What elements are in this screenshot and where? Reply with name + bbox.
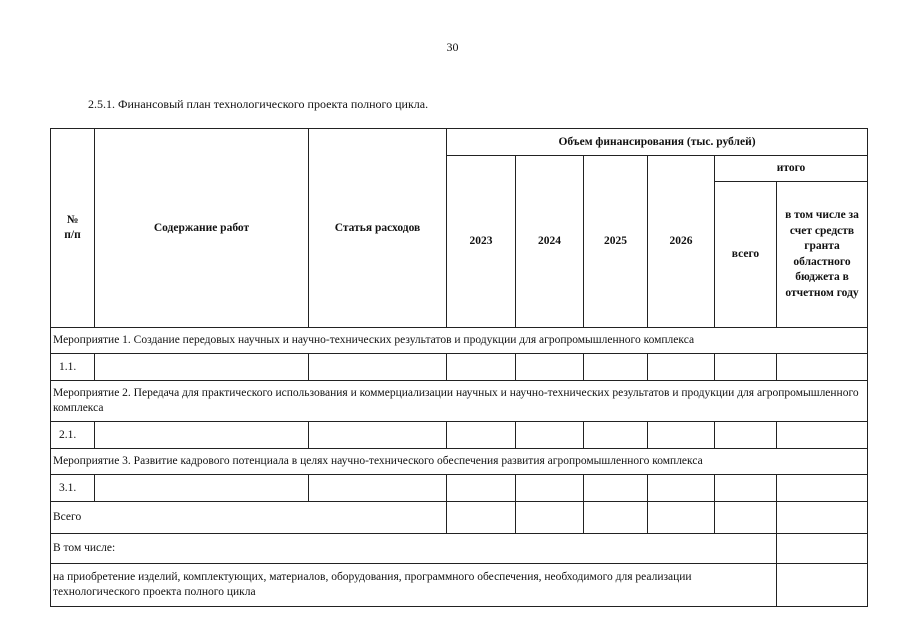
section-heading: 2.5.1. Финансовый план технологического проекта полного цикла. <box>88 97 429 111</box>
cell-total[interactable] <box>715 422 777 449</box>
cell-grant[interactable] <box>777 475 868 502</box>
event-title-1: Мероприятие 1. Создание передовых научных и научно-технических результатов и продукции для агропромышленного комплекса <box>51 328 868 354</box>
total-all[interactable] <box>715 502 777 534</box>
total-label: Всего <box>51 502 447 534</box>
cell-expense[interactable] <box>309 422 447 449</box>
header-year-2025: 2025 <box>584 156 648 328</box>
cell-expense[interactable] <box>309 354 447 381</box>
cell-2023[interactable] <box>447 422 516 449</box>
total-2024[interactable] <box>516 502 584 534</box>
cell-content[interactable] <box>95 422 309 449</box>
cell-2025[interactable] <box>584 475 648 502</box>
cell-grant[interactable] <box>777 422 868 449</box>
cell-grant[interactable] <box>777 354 868 381</box>
cell-2026[interactable] <box>648 422 715 449</box>
item-number-2-1: 2.1. <box>51 422 95 449</box>
cell-2026[interactable] <box>648 475 715 502</box>
table-row <box>51 422 868 449</box>
financial-plan-table <box>50 128 868 607</box>
header-expense: Статья расходов <box>309 129 447 328</box>
header-total-grant: в том числе за счет средств гранта областного бюджета в отчетном году <box>777 182 868 328</box>
cell-2023[interactable] <box>447 354 516 381</box>
acquisition-label: на приобретение изделий, комплектующих, материалов, оборудования, программного обеспечения, необходимого для реализации технологического проекта полного цикла <box>51 564 777 607</box>
event-row-3 <box>51 449 868 475</box>
cell-2024[interactable] <box>516 422 584 449</box>
total-row <box>51 502 868 534</box>
event-title-3: Мероприятие 3. Развитие кадрового потенциала в целях научно-технического обеспечения развития агропромышленного комплекса <box>51 449 868 475</box>
including-row <box>51 534 868 564</box>
cell-2024[interactable] <box>516 475 584 502</box>
cell-2025[interactable] <box>584 422 648 449</box>
cell-2023[interactable] <box>447 475 516 502</box>
cell-expense[interactable] <box>309 475 447 502</box>
total-2025[interactable] <box>584 502 648 534</box>
event-row-2 <box>51 381 868 422</box>
cell-content[interactable] <box>95 475 309 502</box>
total-grant[interactable] <box>777 502 868 534</box>
header-total-all: всего <box>715 182 777 328</box>
header-number: № п/п <box>51 129 95 328</box>
total-2026[interactable] <box>648 502 715 534</box>
item-number-3-1: 3.1. <box>51 475 95 502</box>
including-grant[interactable] <box>777 534 868 564</box>
table-row <box>51 354 868 381</box>
including-label: В том числе: <box>51 534 777 564</box>
header-funding: Объем финансирования (тыс. рублей) <box>447 129 868 156</box>
cell-total[interactable] <box>715 354 777 381</box>
event-title-2: Мероприятие 2. Передача для практического использования и коммерциализации научных и научно-технических результатов и продукции для агропромышленного комплекса <box>51 381 868 422</box>
cell-2024[interactable] <box>516 354 584 381</box>
cell-total[interactable] <box>715 475 777 502</box>
acquisition-row <box>51 564 868 607</box>
page-number: 30 <box>446 40 459 54</box>
header-year-2026: 2026 <box>648 156 715 328</box>
item-number-1-1: 1.1. <box>51 354 95 381</box>
header-content: Содержание работ <box>95 129 309 328</box>
header-year-2023: 2023 <box>447 156 516 328</box>
event-row-1 <box>51 328 868 354</box>
total-2023[interactable] <box>447 502 516 534</box>
header-total-group: итого <box>715 156 868 182</box>
cell-2025[interactable] <box>584 354 648 381</box>
cell-2026[interactable] <box>648 354 715 381</box>
acquisition-grant[interactable] <box>777 564 868 607</box>
table-row <box>51 475 868 502</box>
header-year-2024: 2024 <box>516 156 584 328</box>
cell-content[interactable] <box>95 354 309 381</box>
